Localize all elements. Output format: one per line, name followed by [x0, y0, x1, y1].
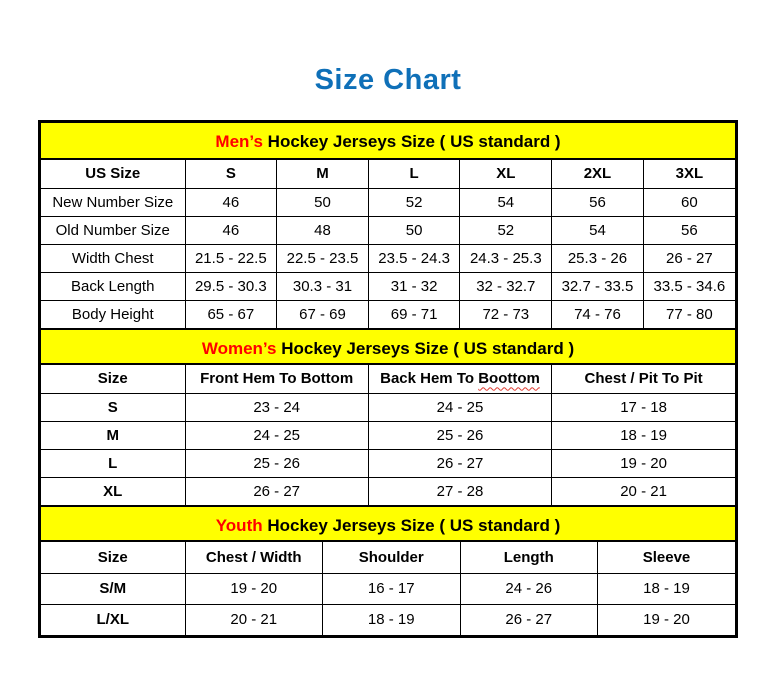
womens-header-row — [41, 365, 735, 393]
row-label: Width Chest — [41, 244, 185, 272]
table-cell: 46 — [185, 188, 277, 216]
table-cell: 24 - 25 — [185, 421, 368, 449]
youth-header-row — [41, 542, 735, 573]
table-cell: 74 - 76 — [552, 300, 644, 328]
womens-caption-highlight: Women’s — [201, 339, 277, 358]
table-cell: 21.5 - 22.5 — [185, 244, 277, 272]
youth-caption-text: Hockey Jerseys Size ( US standard ) — [262, 516, 561, 535]
youth-caption-highlight: Youth — [215, 516, 263, 535]
column-header: 3XL — [643, 160, 735, 188]
table-cell: 23.5 - 24.3 — [368, 244, 460, 272]
mens-section — [41, 123, 735, 328]
table-cell: 26 - 27 — [643, 244, 735, 272]
mens-header-row — [41, 160, 735, 188]
table-cell: 69 - 71 — [368, 300, 460, 328]
youth-section — [41, 505, 735, 635]
column-header: M — [277, 160, 369, 188]
table-cell: 24 - 25 — [368, 393, 551, 421]
table-cell: 19 - 20 — [598, 604, 736, 635]
row-label: S — [41, 393, 185, 421]
mens-size-table — [41, 160, 735, 328]
mens-caption-highlight: Men’s — [215, 132, 263, 151]
youth-size-table — [41, 542, 735, 635]
table-row — [41, 244, 735, 272]
youth-section-caption — [41, 505, 735, 542]
table-cell: 48 — [277, 216, 369, 244]
row-label: XL — [41, 477, 185, 505]
table-cell: 18 - 19 — [323, 604, 461, 635]
table-cell: 56 — [552, 188, 644, 216]
table-cell: 60 — [643, 188, 735, 216]
column-header: Length — [460, 542, 598, 573]
womens-section-caption — [41, 328, 735, 365]
column-header: Sleeve — [598, 542, 736, 573]
row-label: Body Height — [41, 300, 185, 328]
table-cell: 31 - 32 — [368, 272, 460, 300]
table-row — [41, 300, 735, 328]
table-cell: 26 - 27 — [185, 477, 368, 505]
table-cell: 17 - 18 — [552, 393, 735, 421]
table-cell: 32.7 - 33.5 — [552, 272, 644, 300]
table-cell: 24 - 26 — [460, 573, 598, 604]
table-cell: 52 — [368, 188, 460, 216]
table-cell: 19 - 20 — [552, 449, 735, 477]
row-label: M — [41, 421, 185, 449]
table-cell: 72 - 73 — [460, 300, 552, 328]
column-header-text: Back Hem To — [380, 370, 479, 388]
womens-caption-text: Hockey Jerseys Size ( US standard ) — [276, 339, 575, 358]
table-cell: 16 - 17 — [323, 573, 461, 604]
table-row — [41, 449, 735, 477]
womens-section — [41, 328, 735, 505]
row-label: Old Number Size — [41, 216, 185, 244]
column-header: Size — [41, 365, 185, 393]
table-cell: 52 — [460, 216, 552, 244]
table-cell: 65 - 67 — [185, 300, 277, 328]
row-label: S/M — [41, 573, 185, 604]
table-cell: 25 - 26 — [185, 449, 368, 477]
table-cell: 54 — [460, 188, 552, 216]
table-cell: 50 — [277, 188, 369, 216]
column-header — [368, 365, 551, 393]
column-header: Shoulder — [323, 542, 461, 573]
table-cell: 24.3 - 25.3 — [460, 244, 552, 272]
table-cell: 32 - 32.7 — [460, 272, 552, 300]
table-cell: 25.3 - 26 — [552, 244, 644, 272]
table-cell: 20 - 21 — [185, 604, 323, 635]
column-header: Size — [41, 542, 185, 573]
table-cell: 26 - 27 — [460, 604, 598, 635]
table-row — [41, 604, 735, 635]
table-row — [41, 393, 735, 421]
table-cell: 77 - 80 — [643, 300, 735, 328]
table-cell: 50 — [368, 216, 460, 244]
row-label: New Number Size — [41, 188, 185, 216]
page-title: Size Chart — [314, 64, 462, 96]
womens-size-table — [41, 365, 735, 505]
table-row — [41, 573, 735, 604]
table-cell: 30.3 - 31 — [277, 272, 369, 300]
table-row — [41, 421, 735, 449]
table-cell: 25 - 26 — [368, 421, 551, 449]
table-cell: 46 — [185, 216, 277, 244]
table-cell: 54 — [552, 216, 644, 244]
column-header: Chest / Pit To Pit — [552, 365, 735, 393]
column-header: S — [185, 160, 277, 188]
misspelled-word: Boottom — [478, 370, 540, 388]
table-cell: 26 - 27 — [368, 449, 551, 477]
table-row — [41, 477, 735, 505]
table-cell: 27 - 28 — [368, 477, 551, 505]
column-header: Front Hem To Bottom — [185, 365, 368, 393]
table-cell: 56 — [643, 216, 735, 244]
column-header: US Size — [41, 160, 185, 188]
table-cell: 23 - 24 — [185, 393, 368, 421]
column-header: L — [368, 160, 460, 188]
table-row — [41, 272, 735, 300]
column-header: XL — [460, 160, 552, 188]
column-header: Chest / Width — [185, 542, 323, 573]
table-cell: 22.5 - 23.5 — [277, 244, 369, 272]
row-label: Back Length — [41, 272, 185, 300]
table-cell: 67 - 69 — [277, 300, 369, 328]
mens-section-caption — [41, 123, 735, 160]
table-cell: 18 - 19 — [552, 421, 735, 449]
row-label: L — [41, 449, 185, 477]
table-row — [41, 188, 735, 216]
mens-caption-text: Hockey Jerseys Size ( US standard ) — [262, 132, 561, 151]
row-label: L/XL — [41, 604, 185, 635]
table-cell: 19 - 20 — [185, 573, 323, 604]
table-cell: 20 - 21 — [552, 477, 735, 505]
size-chart-frame — [38, 120, 738, 638]
table-row — [41, 216, 735, 244]
table-cell: 29.5 - 30.3 — [185, 272, 277, 300]
table-cell: 18 - 19 — [598, 573, 736, 604]
column-header: 2XL — [552, 160, 644, 188]
table-cell: 33.5 - 34.6 — [643, 272, 735, 300]
